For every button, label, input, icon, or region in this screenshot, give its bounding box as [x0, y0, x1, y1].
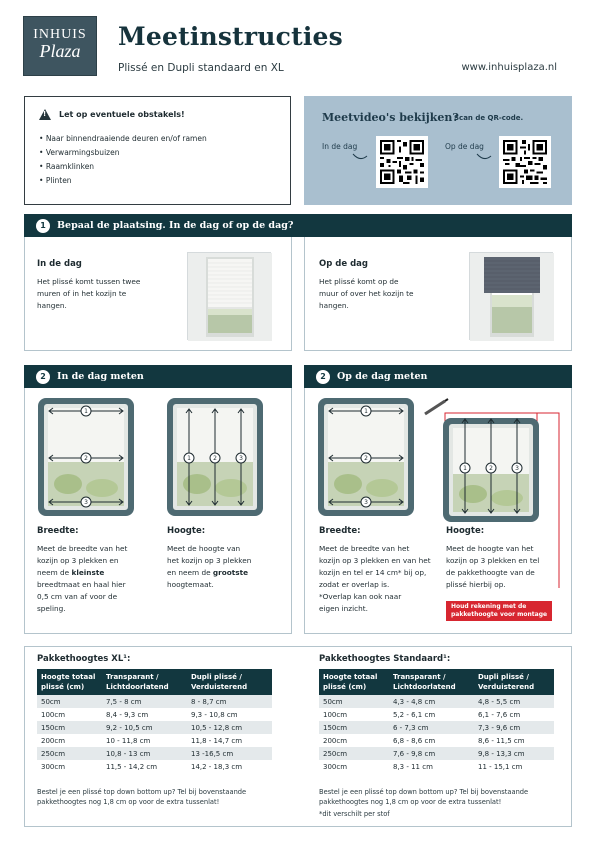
- text-fragment: neem de: [37, 568, 72, 577]
- table-std-title: Pakkethoogtes Standaard¹:: [319, 654, 451, 664]
- text-line: Meet de hoogte van het: [446, 544, 534, 553]
- table-standard: [319, 669, 554, 773]
- text-line: eigen inzicht.: [319, 604, 368, 613]
- panel-in-de-dag-meten: [24, 388, 292, 634]
- text-line: hangen.: [319, 301, 349, 310]
- op-de-dag-photo: [469, 252, 553, 340]
- table-row: [37, 734, 272, 747]
- cell: 150cm: [37, 721, 102, 734]
- cell: 250cm: [37, 747, 102, 760]
- section-op-de-dag-meten: [304, 365, 572, 634]
- column-header: Hoogte totaal plissé (cm): [37, 669, 102, 695]
- height-text: [167, 543, 287, 591]
- footnote: *dit verschilt per stof: [319, 810, 390, 818]
- marker-2: 2: [489, 465, 493, 472]
- cell: 6 - 7,3 cm: [389, 721, 474, 734]
- cell: 13 -16,5 cm: [187, 747, 272, 760]
- text-line: pakkethoogtes nog 1,8 cm op voor de extra tussenlat!: [37, 798, 220, 806]
- cell: 4,3 - 4,8 cm: [389, 695, 474, 708]
- panel-in-de-dag: [24, 237, 292, 351]
- cell: 11,5 - 14,2 cm: [106, 762, 158, 771]
- cell: 8 - 8,7 cm: [187, 695, 272, 708]
- cell: 8,6 - 11,5 cm: [478, 736, 525, 745]
- cell: 7,3 - 9,6 cm: [474, 721, 554, 734]
- cell: 9,8 - 13,3 cm: [474, 747, 554, 760]
- table-xl-note: [37, 787, 246, 807]
- column-header: Transparant / Lichtdoorlatend: [102, 669, 187, 695]
- window-height-diagram: [167, 398, 263, 516]
- width-title: Breedte:: [37, 526, 79, 536]
- cell: 8,4 - 9,3 cm: [106, 710, 149, 719]
- text-line: kozijn en tel er 14 cm* bij op,: [319, 568, 427, 577]
- text-line: Het plissé komt tussen twee: [37, 277, 141, 286]
- table-row: [37, 695, 272, 708]
- height-title: Hoogte:: [167, 526, 206, 536]
- table-xl: [37, 669, 272, 773]
- table-row: [319, 708, 554, 721]
- panel-text: [319, 276, 414, 312]
- in-de-dag-photo: [187, 252, 271, 340]
- table-row: [37, 760, 272, 773]
- text-line: Meet de breedte van het: [37, 544, 128, 553]
- qr-label-in-de-dag: In de dag: [322, 142, 358, 151]
- text-line: de pakkethoogte van de: [446, 568, 535, 577]
- cell: 10 - 11,8 cm: [106, 736, 151, 745]
- text-line: speling.: [37, 604, 66, 613]
- width-text: [37, 543, 157, 615]
- qr-label-op-de-dag: Op de dag: [445, 142, 484, 151]
- column-header: Transparant / Lichtdoorlatend: [389, 669, 474, 695]
- cell: 100cm: [323, 710, 348, 719]
- cell: 200cm: [41, 736, 66, 745]
- column-header: Hoogte totaal plissé (cm): [319, 669, 389, 695]
- text-line: Meet de breedte van het: [319, 544, 410, 553]
- table-row: [37, 721, 272, 734]
- text-line: Bestel je een plissé top down bottom up? Tel bij bovenstaande: [319, 788, 529, 796]
- text-line: breedtmaat en haal hier: [37, 580, 126, 589]
- curved-arrow-icon: [352, 152, 368, 162]
- width-text: [319, 543, 447, 615]
- step-number-badge: 2: [316, 370, 330, 384]
- list-item: • Raamklinken: [39, 160, 276, 174]
- video-title: Meetvideo's bekijken?: [322, 111, 459, 124]
- cell: 14,2 - 18,3 cm: [191, 762, 243, 771]
- cell: 9,2 - 10,5 cm: [102, 721, 187, 734]
- height-title: Hoogte:: [446, 526, 485, 536]
- cell: 9,3 - 10,8 cm: [191, 710, 238, 719]
- marker-2: 2: [84, 455, 88, 462]
- panel-op-de-dag-meten: [304, 388, 572, 634]
- column-header: Dupli plissé / Verduisterend: [187, 669, 272, 695]
- table-row: [319, 721, 554, 734]
- cell: 11 - 15,1 cm: [478, 762, 523, 771]
- marker-2: 2: [364, 455, 368, 462]
- cell: 200cm: [323, 736, 348, 745]
- window-width-diagram: [318, 398, 414, 516]
- cell: 300cm: [323, 762, 348, 771]
- text-line: pakkethoogte voor montage: [451, 611, 548, 618]
- section-2b-title: Op de dag meten: [337, 371, 428, 382]
- table-row: [37, 708, 272, 721]
- marker-1: 1: [364, 408, 368, 415]
- section-2a-header: [24, 365, 292, 388]
- text-line: 0,5 cm van af voor de: [37, 592, 118, 601]
- height-text: [446, 543, 566, 591]
- section-in-de-dag-meten: [24, 365, 292, 634]
- website-link[interactable]: www.inhuisplaza.nl: [461, 62, 557, 73]
- text-line: zodat er overlap is.: [319, 580, 390, 589]
- video-box: [304, 96, 572, 205]
- section-1-header: [24, 214, 572, 237]
- text-line: Het plissé komt op de: [319, 277, 399, 286]
- text-line: muren of in het kozijn te: [37, 289, 127, 298]
- text-line: hangen.: [37, 301, 67, 310]
- cell: 50cm: [319, 695, 389, 708]
- table-row: [37, 747, 272, 760]
- text-line: *Overlap kan ook naar: [319, 592, 402, 601]
- cell: 7,5 - 8 cm: [102, 695, 187, 708]
- cell: 250cm: [319, 747, 389, 760]
- text-line: hoogtemaat.: [167, 580, 214, 589]
- obstacles-title: Let op eventuele obstakels!: [59, 110, 185, 119]
- logo-text-plaza: Plaza: [39, 41, 81, 61]
- qr-code-in-de-dag[interactable]: [376, 136, 428, 188]
- cell: 10,5 - 12,8 cm: [187, 721, 272, 734]
- cell: 6,8 - 8,6 cm: [393, 736, 436, 745]
- curved-arrow-icon: [476, 152, 492, 162]
- emphasis-text: grootste: [212, 568, 249, 577]
- marker-2: 2: [213, 455, 217, 462]
- cell: 5,2 - 6,1 cm: [393, 710, 436, 719]
- cell: 100cm: [41, 710, 66, 719]
- video-subtitle: Scan de QR-code.: [454, 114, 524, 122]
- text-line: plissé hierbij op.: [446, 580, 506, 589]
- text-line: [167, 567, 287, 579]
- cell: 7,6 - 9,8 cm: [389, 747, 474, 760]
- emphasis-text: kleinste: [71, 568, 105, 577]
- inhuisplaza-logo: [23, 16, 97, 76]
- cell: 300cm: [41, 762, 66, 771]
- marker-1: 1: [187, 455, 191, 462]
- text-line: Meet de hoogte van: [167, 544, 241, 553]
- text-line: het kozijn op 3 plekken: [167, 556, 252, 565]
- text-fragment: en neem de: [167, 568, 213, 577]
- cell: 8,3 - 11 cm: [393, 762, 433, 771]
- page-subtitle: Plissé en Dupli standaard en XL: [118, 62, 284, 74]
- panel-title: Op de dag: [319, 259, 368, 269]
- table-row: [319, 734, 554, 747]
- marker-1: 1: [463, 465, 467, 472]
- table-row: [319, 747, 554, 760]
- package-heights-box: [24, 646, 572, 827]
- marker-1: 1: [84, 408, 88, 415]
- text-line: Bestel je een plissé top down bottom up? Tel bij bovenstaande: [37, 788, 247, 796]
- cell: 150cm: [319, 721, 389, 734]
- list-item: • Naar binnendraaiende deuren en/of ramen: [39, 132, 276, 146]
- logo-text-inhuis: INHUIS: [33, 27, 87, 42]
- section-1-title: Bepaal de plaatsing. In de dag of op de dag?: [57, 220, 294, 231]
- width-title: Breedte:: [319, 526, 361, 536]
- list-item: • Plinten: [39, 174, 276, 188]
- window-height-diagram: [443, 418, 539, 522]
- table-xl-title: Pakkethoogtes XL¹:: [37, 654, 131, 664]
- panel-op-de-dag: [304, 237, 572, 351]
- step-number-badge: 2: [36, 370, 50, 384]
- step-number-badge: 1: [36, 219, 50, 233]
- marker-3: 3: [239, 455, 243, 462]
- table-std-note: [319, 787, 528, 819]
- text-line: Houd rekening met de: [451, 603, 527, 610]
- text-line: kozijn op 3 plekken en van het: [319, 556, 431, 565]
- panel-title: In de dag: [37, 259, 82, 269]
- obstacles-box: [24, 96, 291, 205]
- obstacles-list: [39, 132, 276, 188]
- window-width-diagram: [38, 398, 134, 516]
- list-item: • Verwarmingsbuizen: [39, 146, 276, 160]
- column-header: Dupli plissé / Verduisterend: [474, 669, 554, 695]
- warning-icon: !: [39, 109, 51, 120]
- cell: 50cm: [37, 695, 102, 708]
- table-row: [319, 695, 554, 708]
- cell: 11,8 - 14,7 cm: [191, 736, 243, 745]
- section-placement: [24, 214, 572, 351]
- marker-3: 3: [364, 499, 368, 506]
- page-title: Meetinstructies: [118, 22, 343, 51]
- text-line: muur of over het kozijn te: [319, 289, 414, 298]
- text-line: pakkethoogtes nog 1,8 cm op voor de extra tussenlat!: [319, 798, 502, 806]
- text-line: kozijn op 3 plekken en: [37, 556, 119, 565]
- package-height-warning: [446, 601, 552, 621]
- text-line: kozijn op 3 plekken en tel: [446, 556, 540, 565]
- cell: 4,8 - 5,5 cm: [474, 695, 554, 708]
- qr-code-op-de-dag[interactable]: [499, 136, 551, 188]
- text-line: [37, 567, 157, 579]
- table-row: [319, 760, 554, 773]
- marker-3: 3: [84, 499, 88, 506]
- panel-text: [37, 276, 140, 312]
- cell: 6,1 - 7,6 cm: [478, 710, 521, 719]
- cell: 10,8 - 13 cm: [102, 747, 187, 760]
- section-2a-title: In de dag meten: [57, 371, 144, 382]
- marker-3: 3: [515, 465, 519, 472]
